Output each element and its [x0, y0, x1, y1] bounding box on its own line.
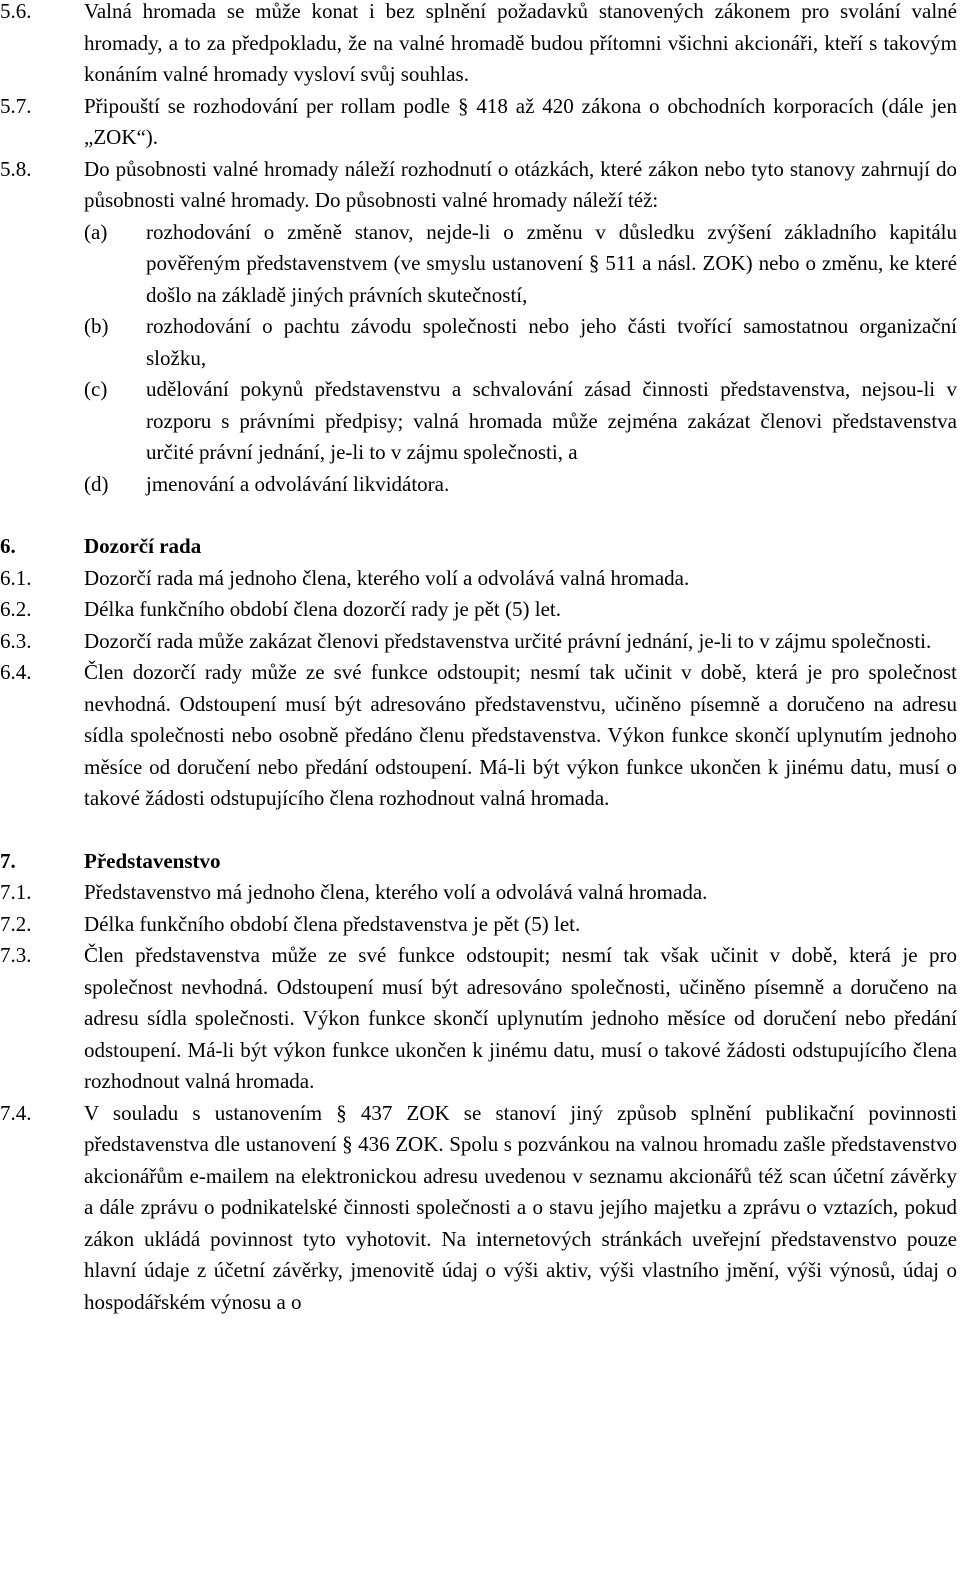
- list-item-text: udělování pokynů představenstvu a schvalování zásad činnosti představenstva, nejsou-li v rozporu s právními předpisy; valná hromada může zejména zakázat členovi představenstva určité právní jednání, je-li to v zájmu společnosti, a: [146, 377, 957, 464]
- clause-text: Do působnosti valné hromady náleží rozhodnutí o otázkách, které zákon nebo tyto stanovy zahrnují do působnosti valné hromady. Do působnosti valné hromady náleží též:: [84, 156, 957, 212]
- section-title: Představenstvo: [84, 848, 221, 873]
- clause-7-3: [0, 940, 957, 1098]
- section-heading-6: [0, 531, 957, 563]
- list-item-text: rozhodování o pachtu závodu společnosti nebo jeho části tvořící samostatnou organizační složku,: [146, 314, 957, 370]
- clause-text: Připouští se rozhodování per rollam podle § 418 až 420 zákona o obchodních korporacích (dále jen „ZOK“).: [84, 93, 957, 149]
- clause-number: 5.7.: [0, 93, 32, 118]
- list-item-c: [84, 374, 957, 469]
- clause-number: 6.1.: [0, 565, 32, 590]
- clause-5-8: [0, 154, 957, 501]
- list-item-label: (a): [84, 219, 108, 244]
- list-item-b: [84, 311, 957, 374]
- clause-number: 6.4.: [0, 660, 32, 684]
- list-item-label: (b): [84, 314, 109, 338]
- clause-text: Dozorčí rada může zakázat členovi představenstva určité právní jednání, je-li to v zájmu společnosti.: [84, 628, 932, 653]
- list-item-a: [84, 217, 957, 312]
- section-title: Dozorčí rada: [84, 534, 202, 558]
- clause-5-6: [0, 0, 957, 91]
- section-number: 6.: [0, 534, 16, 558]
- clause-number: 7.1.: [0, 880, 32, 904]
- clause-5-7: [0, 91, 957, 154]
- section-heading-7: [0, 846, 957, 878]
- clause-number: 6.2.: [0, 597, 32, 621]
- section-number: 7.: [0, 848, 16, 873]
- section-gap: [0, 815, 957, 846]
- clause-text: Délka funkčního období člena dozorčí rady je pět (5) let.: [84, 597, 561, 621]
- clause-6-4: [0, 657, 957, 815]
- clause-text: Délka funkčního období člena představenstva je pět (5) let.: [84, 911, 581, 936]
- clause-text: Představenstvo má jednoho člena, kterého volí a odvolává valná hromada.: [84, 880, 708, 904]
- clause-6-3: [0, 626, 957, 658]
- clause-text: Dozorčí rada má jednoho člena, kterého volí a odvolává valná hromada.: [84, 565, 690, 590]
- clause-number: 5.6.: [0, 0, 32, 23]
- clause-7-4: [0, 1098, 957, 1319]
- clause-6-1: [0, 563, 957, 595]
- list-item-label: (c): [84, 377, 108, 401]
- clause-number: 6.3.: [0, 628, 32, 653]
- clause-number: 7.3.: [0, 943, 32, 967]
- clause-text: Valná hromada se může konat i bez splnění požadavků stanovených zákonem pro svolání valné hromady, a to za předpokladu, že na valné hromadě budou přítomni všichni akcionáři, kteří s takovým konáním valné hromady vysloví svůj souhlas.: [84, 0, 957, 86]
- clause-6-2: [0, 594, 957, 626]
- clause-text: V souladu s ustanovením § 437 ZOK se stanoví jiný způsob splnění publikační povinnosti představenstva dle ustanovení § 436 ZOK. Spolu s pozvánkou na valnou hromadu zašle představenstvo akcionářům e-mailem na elektronickou adresu uvedenou v seznamu akcionářů též scan účetní závěrky a dále zprávu o podnikatelské činnosti společnosti a o stavu jejího majetku a zprávu o vztazích, pokud zákon ukládá povinnost tyto vyhotovit. Na internetových stránkách uveřejní představenstvo pouze hlavní údaje z účetní závěrky, jmenovitě údaj o výši aktiv, výši vlastního jmění, výši výnosů, údaj o hospodářském výnosu a o: [84, 1100, 957, 1314]
- list-item-text: rozhodování o změně stanov, nejde-li o změnu v důsledku zvýšení základního kapitálu pověřeným představenstvem (ve smyslu ustanovení § 511 a násl. ZOK) nebo o změnu, ke které došlo na základě jiných právních skutečností,: [146, 219, 957, 307]
- clause-number: 5.8.: [0, 156, 32, 181]
- clause-7-1: [0, 877, 957, 909]
- clause-number: 7.4.: [0, 1100, 32, 1125]
- clause-7-2: [0, 909, 957, 941]
- clause-number: 7.2.: [0, 911, 32, 936]
- clause-text: Člen dozorčí rady může ze své funkce odstoupit; nesmí tak učinit v době, která je pro společnost nevhodná. Odstoupení musí být adresováno představenstvu, učiněno písemně a doručeno na adresu sídla společnosti nebo osobně předáno členu představenstva. Výkon funkce skončí uplynutím jednoho měsíce od doručení nebo předání odstoupení. Má-li být výkon funkce ukončen k jinému datu, musí o takové žádosti odstupujícího člena rozhodnout valná hromada.: [84, 660, 957, 810]
- section-gap: [0, 500, 957, 531]
- list-item-text: jmenování a odvolávání likvidátora.: [146, 471, 450, 496]
- list-item-label: (d): [84, 471, 109, 496]
- clause-text: Člen představenstva může ze své funkce odstoupit; nesmí tak však učinit v době, která je pro společnost nevhodná. Odstoupení musí být adresováno společnosti, učiněno písemně a doručeno na adresu sídla společnosti. Výkon funkce skončí uplynutím jednoho měsíce od doručení nebo předání odstoupení. Má-li být výkon funkce ukončen k jinému datu, musí o takové žádosti odstupujícího člena rozhodnout valná hromada.: [84, 943, 957, 1093]
- list-item-d: [84, 469, 957, 501]
